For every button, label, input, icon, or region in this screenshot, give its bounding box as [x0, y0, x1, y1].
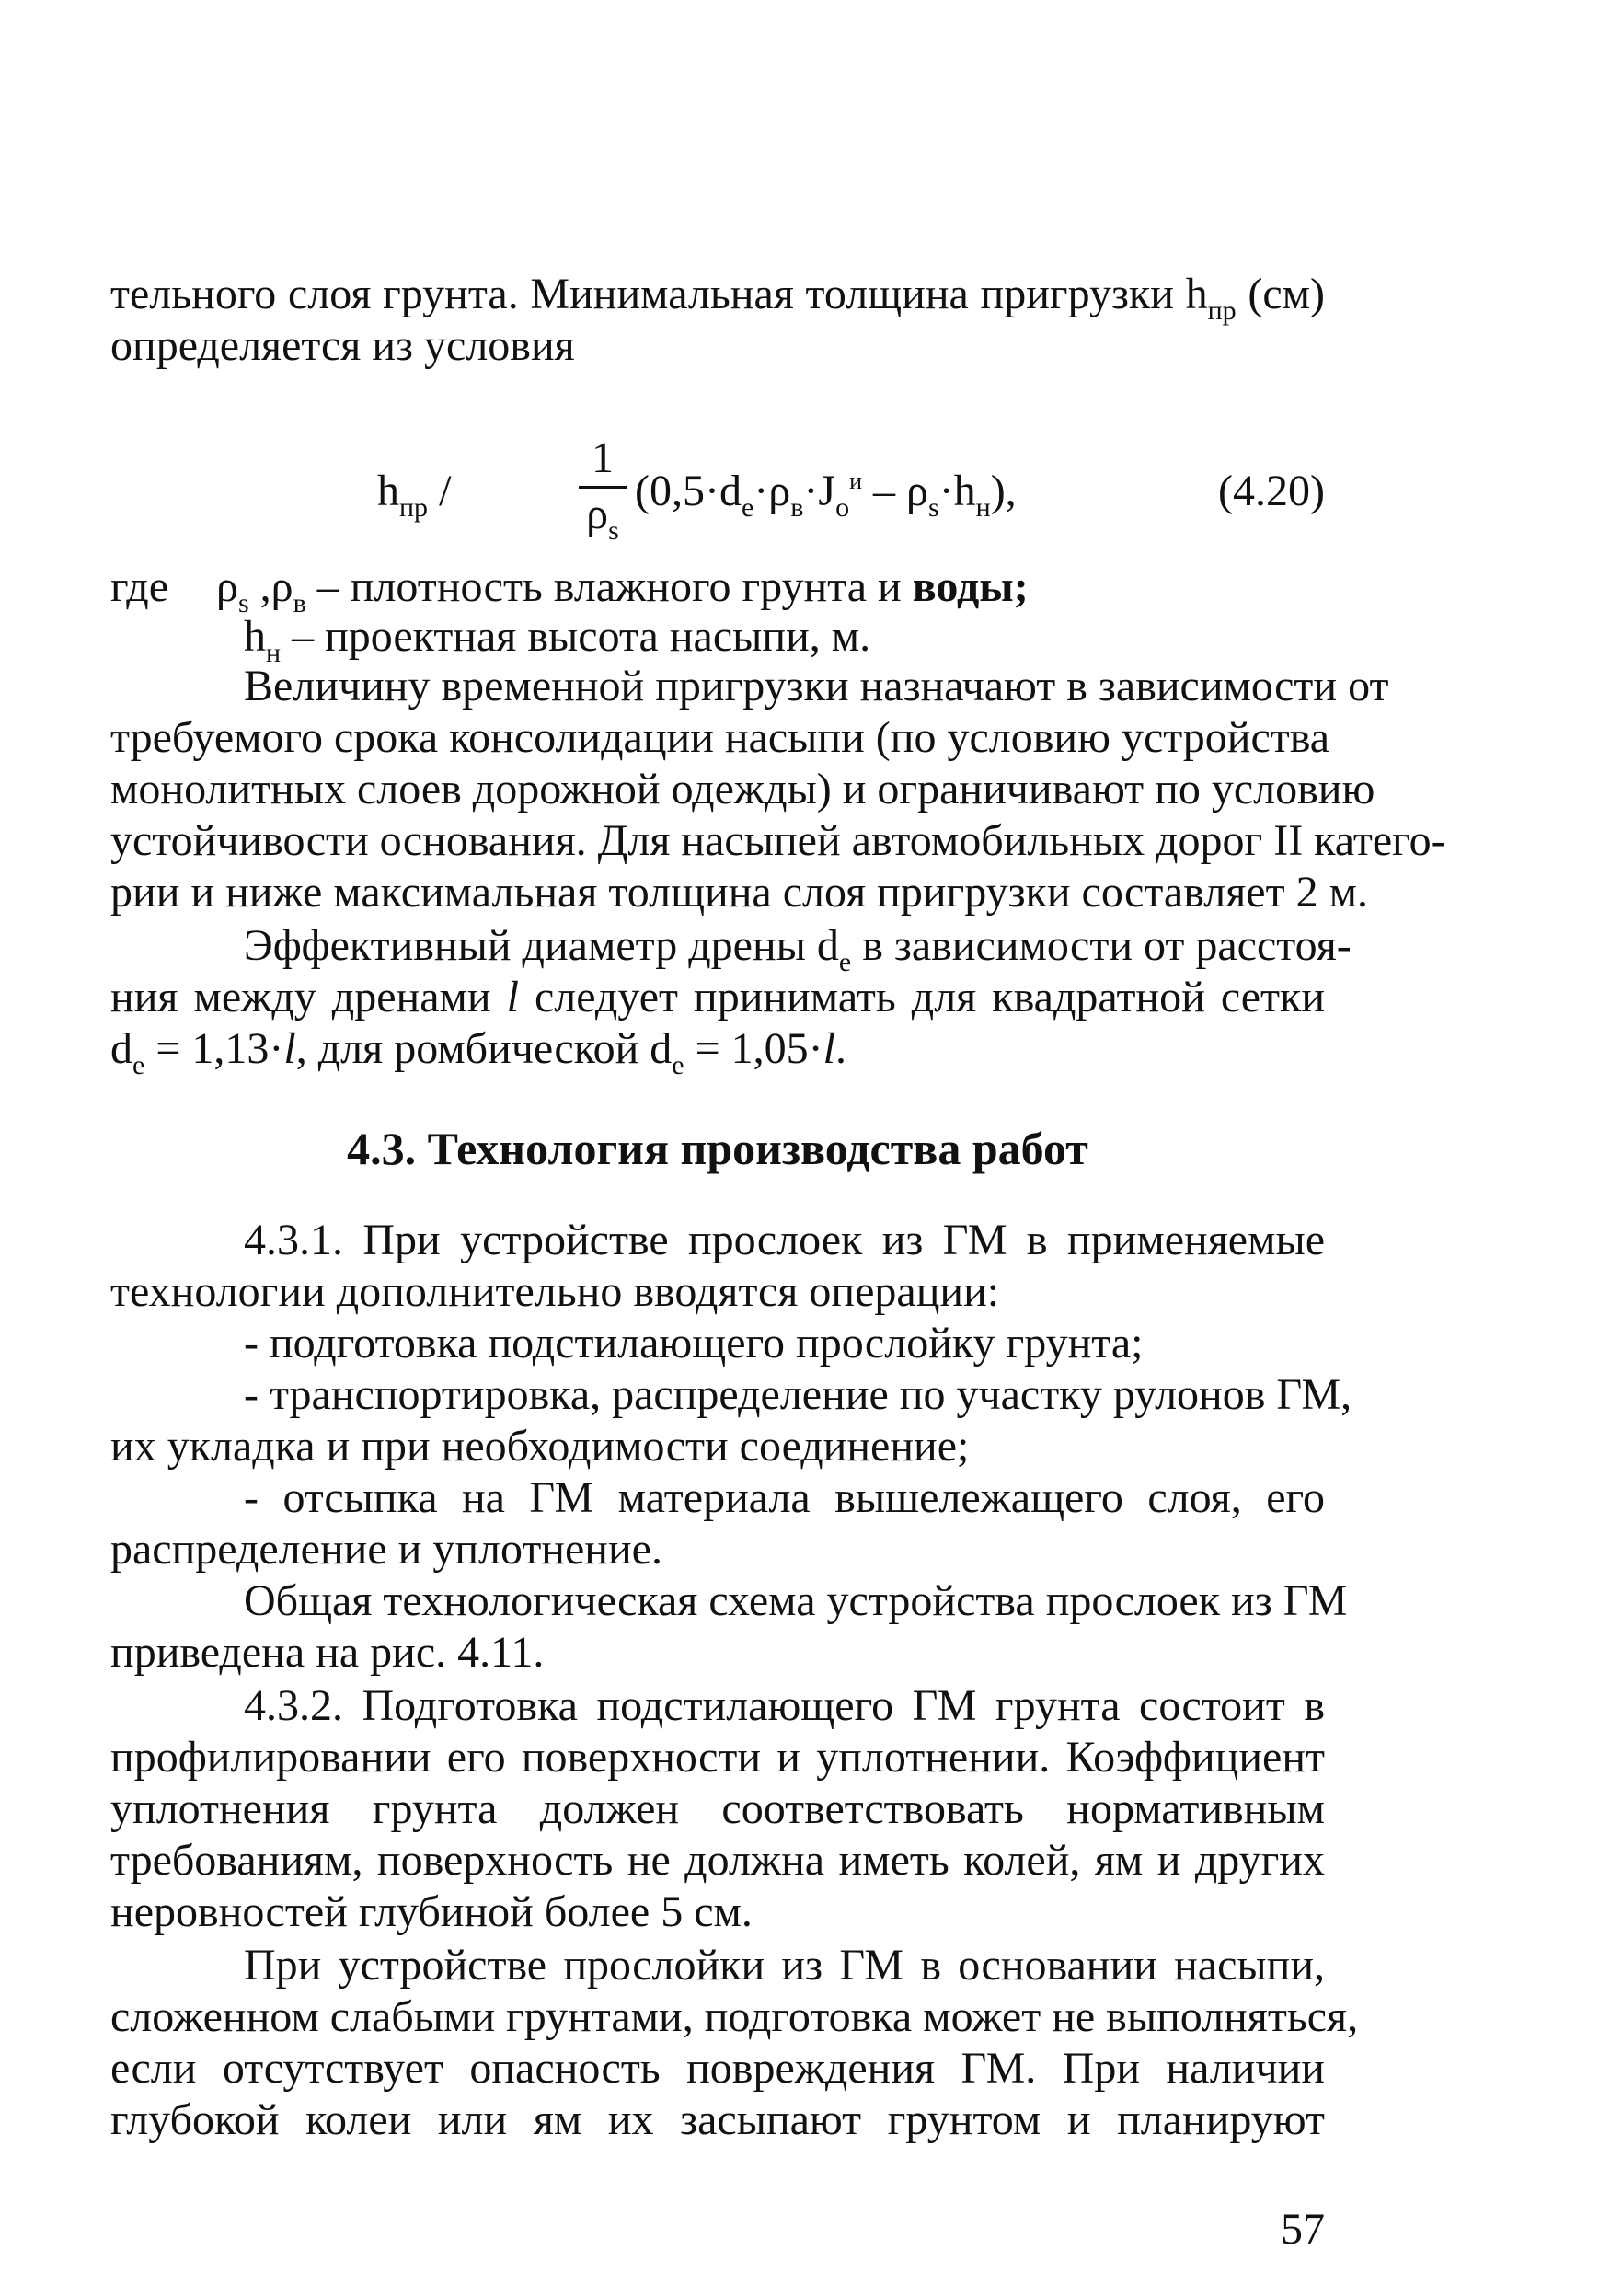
- text-line: требованиям, поверхность не должна иметь колей, ям и других: [110, 1836, 1325, 1885]
- text-line: распределение и уплотнение.: [110, 1525, 662, 1574]
- text-line: При устройстве прослойки из ГМ в основании насыпи,: [244, 1941, 1325, 1990]
- text-line: требуемого срока консолидации насыпи (по условию устройства: [110, 713, 1330, 762]
- text-line: уплотнения грунта должен соответствовать нормативным: [110, 1784, 1325, 1833]
- page-number: 57: [1281, 2205, 1325, 2254]
- text-line: $\rho_s$ $,\rho_в$ – плотность влажного грунта и воды;: [216, 562, 1029, 618]
- text-line: рии и ниже максимальная толщина слоя пригрузки составляет 2 м.: [110, 868, 1368, 917]
- text-line: профилировании его поверхности и уплотнении. Коэффициент: [110, 1733, 1325, 1782]
- text-line: приведена на рис. 4.11.: [110, 1628, 545, 1677]
- text-line: Эффективный диаметр дрены $d_е$ в зависимости от расстоя-: [244, 921, 1352, 977]
- text-line: - отсыпка на ГМ материала вышележащего слоя, его: [244, 1473, 1325, 1522]
- formula-rhs: $(0,5\cdot d_е\cdot\rho_в\cdot J_о^и - \rho_s\cdot h_н)$,: [635, 467, 1017, 523]
- formula-4-20: [110, 433, 1325, 561]
- text-line: ния между дренами l следует принимать для квадратной сетки: [110, 973, 1326, 1021]
- text-line: - подготовка подстилающего прослойку грунта;: [244, 1319, 1144, 1367]
- text-line: технологии дополнительно вводятся операции:: [110, 1267, 1000, 1316]
- text-line: Величину временной пригрузки назначают в зависимости от: [244, 662, 1389, 710]
- section-heading: 4.3. Технология производства работ: [347, 1123, 1088, 1174]
- text-line: $h_н$ – проектная высота насыпи, м.: [244, 612, 871, 668]
- text-line: монолитных слоев дорожной одежды) и ограничивают по условию: [110, 765, 1375, 813]
- equation-number: (4.20): [1218, 467, 1325, 515]
- text-line: - транспортировка, распределение по участку рулонов ГМ,: [244, 1370, 1352, 1419]
- text-line: Общая технологическая схема устройства прослоек из ГМ: [244, 1576, 1348, 1625]
- text-line: глубокой колеи или ям их засыпают грунтом и планируют: [110, 2095, 1325, 2144]
- text-line: сложенном слабыми грунтами, подготовка может не выполняться,: [110, 1992, 1359, 2041]
- text-line: 4.3.2. Подготовка подстилающего ГМ грунта состоит в: [244, 1681, 1325, 1730]
- formula-fraction: 1 $\rho_s$: [575, 433, 630, 538]
- text-line: $d_е = 1,13\cdot l$, для ромбической $d_е = 1,05\cdot l$.: [110, 1024, 847, 1080]
- text-line: 4.3.1. При устройстве прослоек из ГМ в применяемые: [244, 1216, 1325, 1264]
- text-line: если отсутствует опасность повреждения ГМ. При наличии: [110, 2044, 1325, 2093]
- text-line: тельного слоя грунта. Минимальная толщина пригрузки $h_{пр}$ (см): [110, 270, 1325, 326]
- text-line: устойчивости основания. Для насыпей автомобильных дорог II катего-: [110, 816, 1446, 865]
- text-line: их укладка и при необходимости соединение;: [110, 1422, 970, 1471]
- where-label: где: [110, 562, 169, 611]
- text-line: определяется из условия: [110, 321, 575, 370]
- text-line: неровностей глубиной более 5 см.: [110, 1887, 753, 1936]
- formula-lhs: $h_{пр}$ /: [377, 467, 452, 523]
